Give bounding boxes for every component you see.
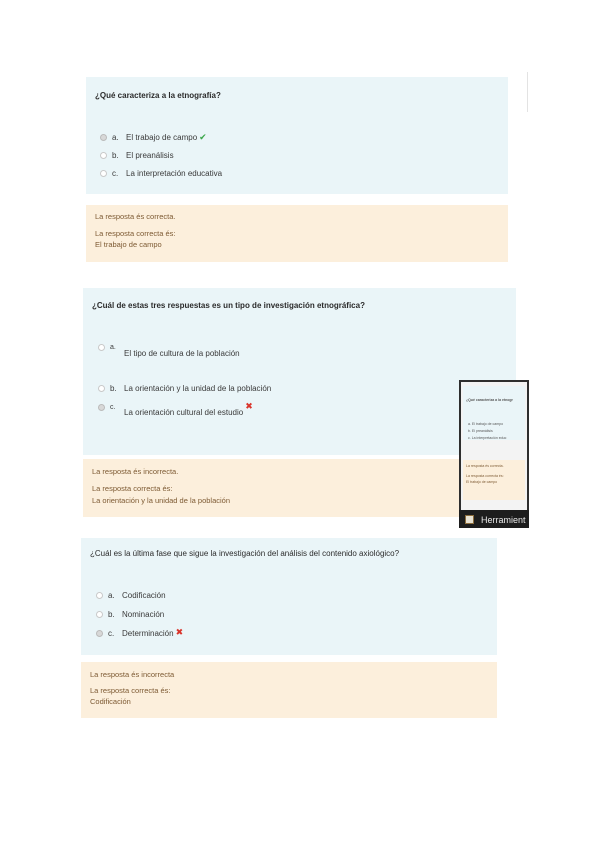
option-text: La orientación y la unidad de la población	[124, 384, 272, 393]
thumbnail-taskbar	[459, 510, 529, 528]
option-text: La interpretación educativa	[126, 169, 223, 178]
radio-selected[interactable]	[100, 134, 107, 141]
feedback-correct-answer: Codificación	[90, 697, 131, 706]
radio-unselected[interactable]	[98, 385, 105, 392]
option-text: El trabajo de campo	[126, 133, 198, 142]
option-letter: a.	[108, 591, 115, 600]
thumbnail-option-a: a. El trabajo de campo	[468, 422, 504, 426]
question-3-text: ¿Cuál es la última fase que sigue la investigación del análisis del contenido axiológico?	[90, 549, 400, 558]
question-1-option-b[interactable]	[100, 151, 174, 160]
app-icon	[465, 515, 474, 524]
feedback-status: La resposta és correcta.	[95, 212, 176, 221]
thumbnail-feedback-card	[463, 460, 525, 500]
radio-unselected[interactable]	[98, 344, 105, 351]
thumbnail-option-b: b. El preanálisis	[468, 429, 493, 433]
option-letter: c.	[112, 169, 119, 178]
question-1-option-c[interactable]	[100, 169, 222, 178]
option-text: Codificación	[122, 591, 166, 600]
option-letter: b.	[110, 384, 117, 393]
option-text: Determinación	[122, 629, 174, 638]
question-1-option-a[interactable]	[100, 132, 207, 143]
question-3-option-b[interactable]	[96, 610, 164, 619]
question-2-text: ¿Cuál de estas tres respuestas es un tipo de investigación etnográfica?	[92, 301, 365, 310]
feedback-correct-label: La resposta correcta és:	[90, 686, 171, 695]
question-3-option-c[interactable]	[96, 628, 183, 639]
question-3-option-a[interactable]	[96, 591, 166, 600]
thumbnail-content	[461, 382, 527, 510]
radio-unselected[interactable]	[100, 170, 107, 177]
question-2-option-c[interactable]	[98, 401, 253, 417]
radio-selected[interactable]	[98, 404, 105, 411]
option-text: El preanálisis	[126, 151, 174, 160]
feedback-status: La resposta és incorrecta	[90, 670, 175, 679]
option-letter: c.	[110, 404, 116, 411]
radio-unselected[interactable]	[96, 611, 103, 618]
option-letter: b.	[108, 610, 115, 619]
page-edge-divider	[527, 72, 528, 112]
option-letter: b.	[112, 151, 119, 160]
thumbnail-feedback-status: La resposta és correcta.	[466, 464, 504, 468]
option-text: La orientación cultural del estudio	[124, 408, 244, 417]
option-letter: c.	[108, 629, 115, 638]
radio-selected[interactable]	[96, 630, 103, 637]
feedback-correct-answer: El trabajo de campo	[95, 240, 162, 249]
feedback-correct-label: La resposta correcta és:	[95, 229, 176, 238]
option-text: El tipo de cultura de la población	[124, 349, 240, 358]
question-2-option-b[interactable]	[98, 384, 271, 393]
option-letter: a.	[110, 344, 116, 351]
thumbnail-question: ¿Qué caracteriza a la etnogr	[466, 398, 513, 402]
thumbnail-title: Herramient	[481, 515, 526, 525]
thumbnail-feedback-answer: El trabajo de campo	[466, 480, 498, 484]
question-2-card	[83, 288, 516, 455]
thumbnail-question-card	[463, 386, 525, 440]
cross-icon: ✖	[175, 627, 184, 637]
question-2-option-a[interactable]	[98, 344, 240, 358]
option-text: Nominación	[122, 610, 165, 619]
radio-unselected[interactable]	[100, 152, 107, 159]
thumbnail-feedback-label: La resposta correcta és:	[466, 474, 504, 478]
feedback-correct-answer: La orientación y la unidad de la población	[92, 496, 231, 505]
option-letter: a.	[112, 133, 119, 142]
cross-icon: ✖	[245, 401, 253, 411]
window-thumbnail[interactable]	[459, 380, 529, 528]
check-icon: ✔	[199, 132, 207, 142]
radio-unselected[interactable]	[96, 592, 103, 599]
feedback-correct-label: La resposta correcta és:	[92, 484, 173, 493]
feedback-status: La resposta és incorrecta.	[92, 467, 179, 476]
question-1-text: ¿Qué caracteriza a la etnografía?	[95, 91, 221, 100]
thumbnail-option-c: c. La interpretación educ	[468, 436, 507, 440]
